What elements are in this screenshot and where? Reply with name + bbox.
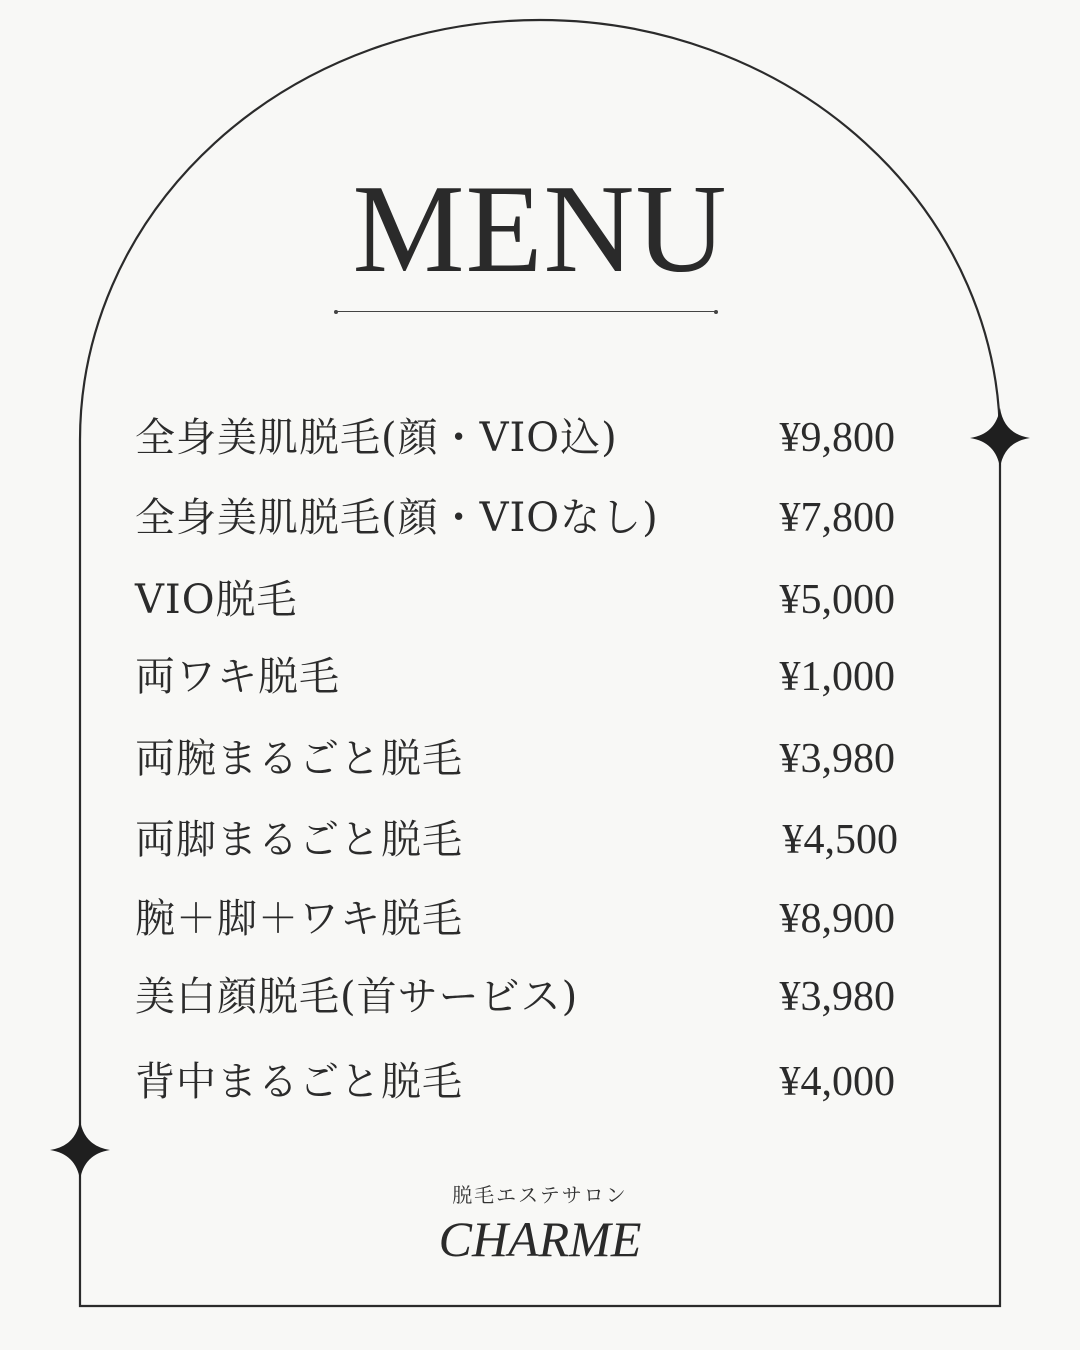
menu-item-name: VIO脱毛: [135, 577, 298, 623]
menu-item: [135, 729, 900, 789]
menu-item-name: 両ワキ脱毛: [135, 654, 340, 700]
menu-item: [135, 570, 900, 630]
menu-item-price: ¥7,800: [779, 495, 895, 541]
menu-item-name: 背中まるごと脱毛: [135, 1059, 463, 1105]
menu-item-name: 両脚まるごと脱毛: [135, 817, 463, 863]
menu-item-name: 両腕まるごと脱毛: [135, 736, 463, 782]
menu-item-price: ¥1,000: [779, 654, 895, 700]
four-point-star-icon: [50, 1120, 110, 1180]
menu-item-price: ¥3,980: [779, 974, 895, 1020]
menu-item-name: 全身美肌脱毛(顔・VIO込): [135, 415, 618, 461]
four-point-star-icon: [970, 408, 1030, 468]
menu-item-price: ¥4,000: [779, 1059, 895, 1105]
title-divider: [336, 311, 716, 312]
menu-item: [135, 889, 900, 949]
salon-subtitle: 脱毛エステサロン: [452, 1183, 628, 1207]
menu-item: [135, 488, 900, 548]
menu-item: [135, 1052, 900, 1112]
menu-item-name: 美白顔脱毛(首サービス): [135, 974, 579, 1020]
menu-item: [135, 408, 900, 468]
menu-item-price: ¥9,800: [779, 415, 895, 461]
menu-item-price: ¥8,900: [779, 896, 895, 942]
menu-item-name: 腕＋脚＋ワキ脱毛: [135, 896, 463, 942]
menu-item-price: ¥5,000: [779, 577, 895, 623]
menu-item: [135, 810, 900, 870]
menu-item-name: 全身美肌脱毛(顔・VIOなし): [135, 495, 659, 541]
menu-item: [135, 967, 900, 1027]
page-title: MENU: [352, 160, 728, 299]
menu-item-price: ¥4,500: [782, 817, 898, 863]
menu-item: [135, 647, 900, 707]
salon-logo-text: CHARME: [438, 1211, 642, 1267]
menu-item-price: ¥3,980: [779, 736, 895, 782]
